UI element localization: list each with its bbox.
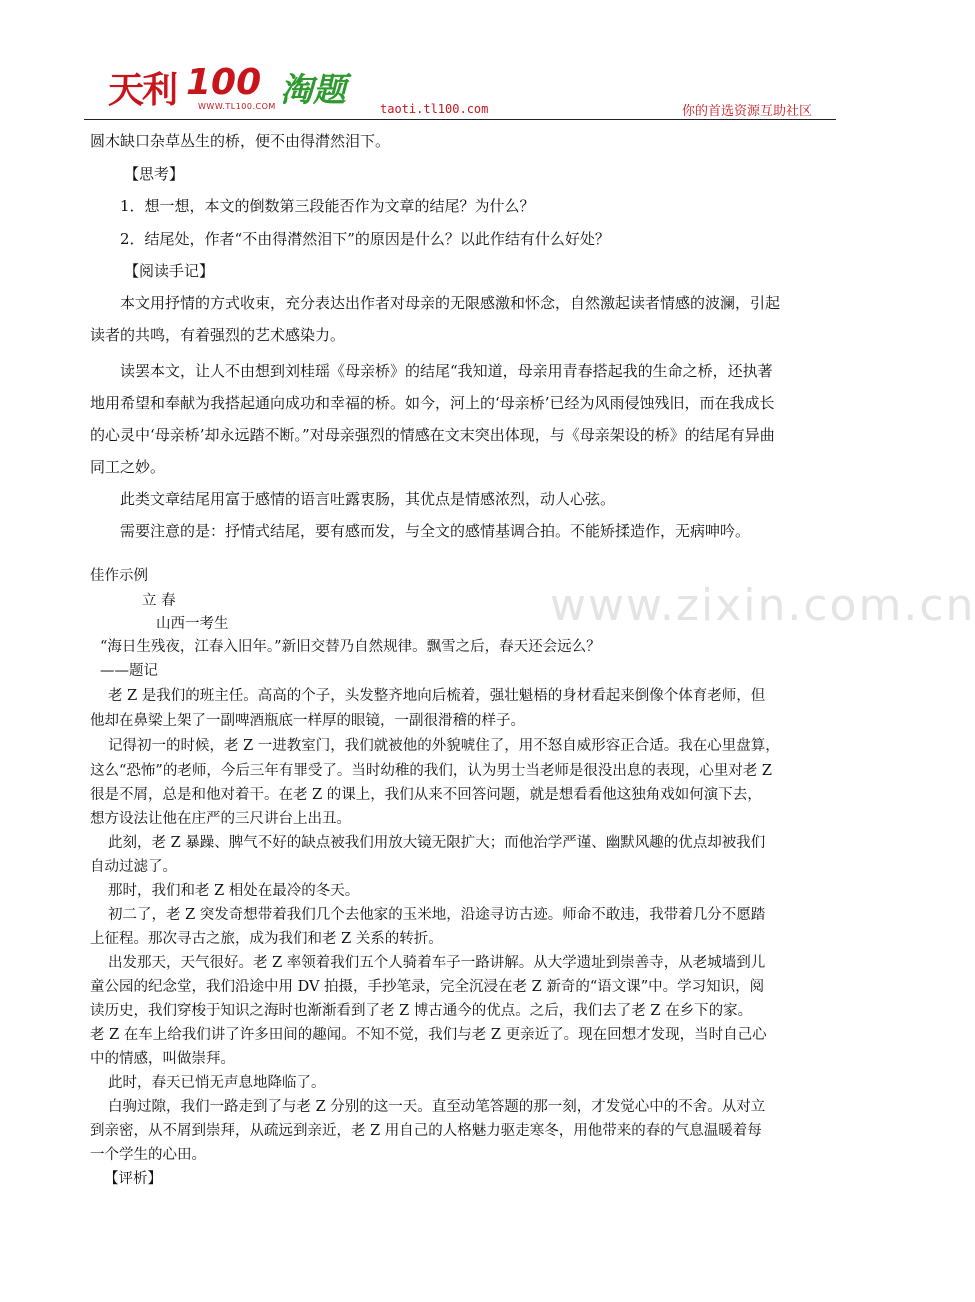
essay-author: 山西一考生 [156,616,229,632]
essay-line: 初二了，老 Z 突发奇想带着我们几个去他家的玉米地，沿途寻访古迹。师命不敢违，我带着几分不愿踏 [108,907,766,923]
notes-line: 读者的共鸣，有着强烈的艺术感染力。 [90,326,346,344]
essay-epigraph: “海日生残夜，江春入旧年。”新旧交替乃自然规律。飘雪之后，春天还会远么？ [100,639,601,655]
question-1: 1．想一想，本文的倒数第三段能否作为文章的结尾？为什么？ [120,197,535,215]
essay-line: 很是不屑，总是和他对着干。在老 Z 的课上，我们从来不回答问题，就是想看看他这独角戏如何演下去， [90,787,762,803]
essay-line: 这么“恐怖”的老师，今后三年有罪受了。当时幼稚的我们，认为男士当老师是很没出息的表现，心里对老 Z [90,763,773,779]
essay-line: 此刻，老 Z 暴躁、脾气不好的缺点被我们用放大镜无限扩大；而他治学严谨、幽默风趣的优点却被我们 [108,835,766,851]
essay-line: 老 Z 是我们的班主任。高高的个子，头发整齐地向后梳着，强壮魁梧的身材看起来倒像个体育老师，但 [108,688,766,704]
header-slogan: 你的首选资源互助社区 [682,104,813,119]
epigraph-label: ——题记 [100,663,158,679]
header-divider [84,119,836,120]
essay-title: 立 春 [142,593,176,609]
essay-line: 出发那天，天气很好。老 Z 率领着我们五个人骑着车子一路讲解。从大学遗址到崇善寺，从老城墙到儿 [108,955,766,971]
essay-line: 老 Z 在车上给我们讲了许多田间的趣闻。不知不觉，我们与老 Z 更亲近了。现在回想才发现，当时自己心 [90,1027,767,1043]
essay-line: 童公园的纪念堂，我们沿途中用 DV 拍摄，手抄笔录，完全沉浸在老 Z 新奇的“语文课”中。学习知识，阅 [90,979,765,995]
notes-line: 的心灵中‘母亲桥’却永远踏不断。”对母亲强烈的情感在文末突出体现，与《母亲架设的桥》的结尾有异曲 [90,426,775,444]
logo-number-text: 100 [186,62,262,103]
logo-url-text: WWW.TL100.COM [198,102,276,111]
essay-line: 到亲密，从不屑到崇拜，从疏远到亲近，老 Z 用自己的人格魅力驱走寒冬，用他带来的春的气息温暖着每 [90,1123,762,1139]
logo-brand-text: 天利 [108,70,177,111]
logo-tao-text: 淘题 [280,70,346,109]
page-header [0,0,920,122]
watermark-text: www.zixin.com.cn [550,580,975,631]
notes-heading: 【阅读手记】 [124,262,215,280]
paragraph-line: 圆木缺口杂草丛生的桥，便不由得潸然泪下。 [90,132,391,150]
notes-line: 本文用抒情的方式收束，充分表达出作者对母亲的无限感激和怀念，自然激起读者情感的波澜，引起 [120,294,781,312]
notes-line: 同工之妙。 [90,458,166,476]
notes-line: 需要注意的是：抒情式结尾，要有感而发，与全文的感情基调合拍。不能矫揉造作，无病呻吟。 [120,522,751,540]
think-heading: 【思考】 [124,165,185,183]
notes-line: 读罢本文，让人不由想到刘桂瑶《母亲桥》的结尾“我知道，母亲用青春搭起我的生命之桥，还执著 [120,362,773,380]
essay-line: 那时，我们和老 Z 相处在最冷的冬天。 [108,883,360,899]
review-heading: 【评析】 [104,1171,162,1187]
essay-line: 自动过滤了。 [90,859,177,875]
essay-line: 他却在鼻梁上架了一副啤酒瓶底一样厚的眼镜，一副很滑稽的样子。 [90,713,525,729]
header-site-url[interactable]: taoti.tl100.com [380,102,489,116]
essay-line: 想方设法让他在庄严的三尺讲台上出丑。 [90,811,351,827]
notes-line: 地用希望和奉献为我搭起通向成功和幸福的桥。如今，河上的‘母亲桥’已经为风雨侵蚀残旧，而在我成长 [90,394,775,412]
essay-line: 读历史，我们穿梭于知识之海时也渐渐看到了老 Z 博古通今的优点。之后，我们去了老 Z 在乡下的家。 [90,1003,753,1019]
essay-line: 此时，春天已悄无声息地降临了。 [108,1075,326,1091]
site-logo[interactable] [108,62,358,118]
essay-line: 中的情感，叫做崇拜。 [90,1051,235,1067]
essay-line: 记得初一的时候，老 Z 一进教室门，我们就被他的外貌唬住了，用不怒自威形容正合适。我在心里盘算， [108,738,780,754]
essay-line: 上征程。那次寻古之旅，成为我们和老 Z 关系的转折。 [90,931,443,947]
essay-line: 白驹过隙，我们一路走到了与老 Z 分别的这一天。直至动笔答题的那一刻，才发觉心中的不舍。从对立 [108,1099,766,1115]
notes-line: 此类文章结尾用富于感情的语言吐露衷肠，其优点是情感浓烈，动人心弦。 [120,490,616,508]
section-heading: 佳作示例 [90,568,148,584]
question-2: 2．结尾处，作者“不由得潸然泪下”的原因是什么？以此作结有什么好处？ [120,230,610,248]
essay-line: 一个学生的心田。 [90,1147,206,1163]
